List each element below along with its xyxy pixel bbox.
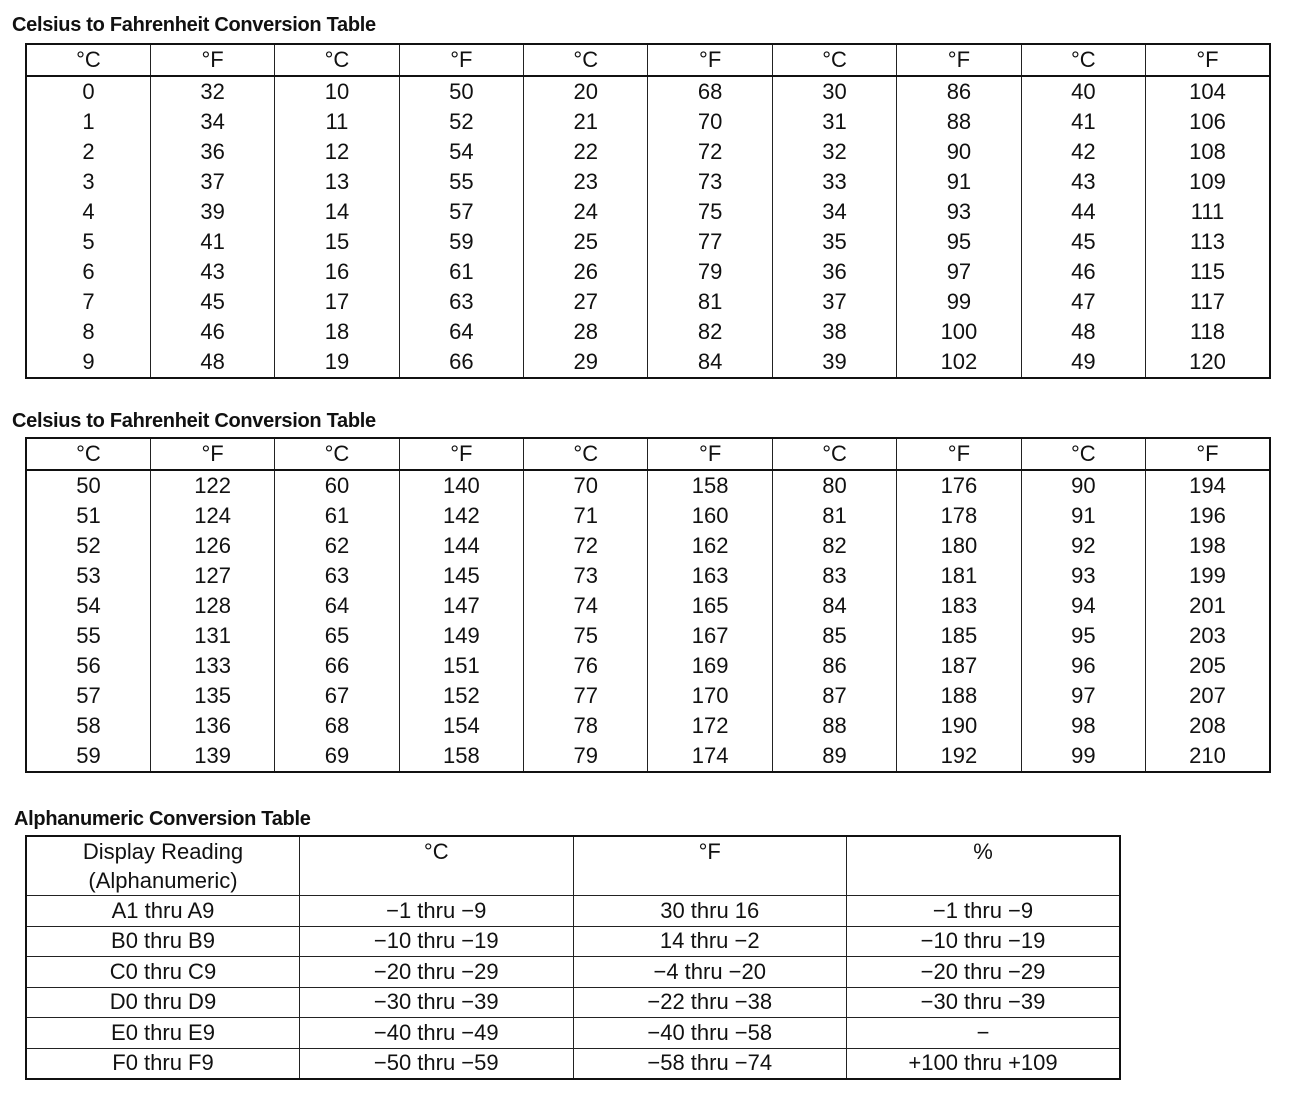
- table-cell: 99: [897, 287, 1021, 317]
- table-cell: −30 thru −39: [300, 987, 574, 1018]
- table-row: [26, 651, 1270, 681]
- table2-title: Celsius to Fahrenheit Conversion Table: [12, 410, 376, 432]
- table-cell: B0 thru B9: [26, 926, 300, 957]
- header-row: [26, 438, 1270, 470]
- table-cell: 66: [275, 651, 399, 681]
- table-cell: 136: [150, 711, 274, 741]
- header-cell: °F: [1146, 44, 1270, 76]
- table-cell: 158: [399, 741, 523, 772]
- table-cell: 88: [772, 711, 896, 741]
- table-cell: 44: [1021, 197, 1145, 227]
- table-cell: 30 thru 16: [573, 896, 847, 927]
- table-cell: 77: [524, 681, 648, 711]
- table-cell: 194: [1146, 470, 1270, 501]
- table-cell: 169: [648, 651, 772, 681]
- table-cell: 75: [524, 621, 648, 651]
- table-cell: 37: [772, 287, 896, 317]
- table-cell: 192: [897, 741, 1021, 772]
- header-percent: %: [847, 836, 1121, 896]
- table-cell: 1: [26, 107, 150, 137]
- table-cell: 40: [1021, 76, 1145, 107]
- table-cell: C0 thru C9: [26, 957, 300, 988]
- table-row: [26, 957, 1120, 988]
- table-cell: 115: [1146, 257, 1270, 287]
- table-cell: 55: [26, 621, 150, 651]
- table-cell: 126: [150, 531, 274, 561]
- table-cell: 78: [524, 711, 648, 741]
- table-cell: 93: [897, 197, 1021, 227]
- table-cell: 9: [26, 347, 150, 378]
- table-cell: 2: [26, 137, 150, 167]
- table-row: [26, 107, 1270, 137]
- header-cell: °C: [772, 44, 896, 76]
- table-cell: 54: [399, 137, 523, 167]
- table-cell: 52: [26, 531, 150, 561]
- table-cell: 151: [399, 651, 523, 681]
- table-cell: 188: [897, 681, 1021, 711]
- table-cell: 117: [1146, 287, 1270, 317]
- table-cell: 6: [26, 257, 150, 287]
- header-row: [26, 44, 1270, 76]
- table-cell: 0: [26, 76, 150, 107]
- table-cell: 152: [399, 681, 523, 711]
- table-cell: −: [847, 1018, 1121, 1049]
- table-row: [26, 317, 1270, 347]
- table-cell: 13: [275, 167, 399, 197]
- table-row: [26, 76, 1270, 107]
- table-cell: 82: [772, 531, 896, 561]
- table-row: [26, 347, 1270, 378]
- header-sublabel: (Alphanumeric): [88, 868, 238, 893]
- table-cell: −20 thru −29: [300, 957, 574, 988]
- table-cell: 142: [399, 501, 523, 531]
- table-cell: −40 thru −58: [573, 1018, 847, 1049]
- table-cell: 57: [399, 197, 523, 227]
- table-cell: 14: [275, 197, 399, 227]
- table-cell: 93: [1021, 561, 1145, 591]
- table-cell: 149: [399, 621, 523, 651]
- header-cell: °F: [150, 438, 274, 470]
- table-row: [26, 167, 1270, 197]
- table-cell: 68: [648, 76, 772, 107]
- table-cell: 113: [1146, 227, 1270, 257]
- table-cell: A1 thru A9: [26, 896, 300, 927]
- table-cell: 39: [772, 347, 896, 378]
- table-cell: 34: [772, 197, 896, 227]
- header-row: [26, 836, 1120, 896]
- table-cell: 7: [26, 287, 150, 317]
- table-cell: 65: [275, 621, 399, 651]
- table-cell: 62: [275, 531, 399, 561]
- table-row: [26, 741, 1270, 772]
- table-cell: 64: [275, 591, 399, 621]
- table-cell: 120: [1146, 347, 1270, 378]
- table-row: [26, 711, 1270, 741]
- table-cell: 55: [399, 167, 523, 197]
- header-cell: °C: [524, 438, 648, 470]
- table-cell: −10 thru −19: [300, 926, 574, 957]
- table-cell: 165: [648, 591, 772, 621]
- table-cell: 76: [524, 651, 648, 681]
- table-cell: 10: [275, 76, 399, 107]
- table-cell: 79: [648, 257, 772, 287]
- header-cell: °C: [1021, 438, 1145, 470]
- table-cell: −20 thru −29: [847, 957, 1121, 988]
- table-cell: 74: [524, 591, 648, 621]
- table-row: [26, 287, 1270, 317]
- table-cell: 174: [648, 741, 772, 772]
- table-cell: 45: [1021, 227, 1145, 257]
- table-cell: 198: [1146, 531, 1270, 561]
- table-cell: 83: [772, 561, 896, 591]
- header-cell: °F: [897, 438, 1021, 470]
- table-cell: 28: [524, 317, 648, 347]
- table-cell: 180: [897, 531, 1021, 561]
- table-cell: 72: [648, 137, 772, 167]
- table-cell: 48: [150, 347, 274, 378]
- table-cell: 73: [648, 167, 772, 197]
- table-cell: 81: [648, 287, 772, 317]
- table-cell: 100: [897, 317, 1021, 347]
- table-row: [26, 621, 1270, 651]
- table-cell: 67: [275, 681, 399, 711]
- table-cell: F0 thru F9: [26, 1048, 300, 1079]
- table-cell: 21: [524, 107, 648, 137]
- table-cell: 56: [26, 651, 150, 681]
- table-cell: 47: [1021, 287, 1145, 317]
- table-cell: 97: [897, 257, 1021, 287]
- table-cell: 61: [399, 257, 523, 287]
- header-fahrenheit: °F: [573, 836, 847, 896]
- table-cell: 79: [524, 741, 648, 772]
- table-cell: 124: [150, 501, 274, 531]
- table-cell: 77: [648, 227, 772, 257]
- table-cell: 20: [524, 76, 648, 107]
- table-cell: 201: [1146, 591, 1270, 621]
- table-cell: 16: [275, 257, 399, 287]
- table-cell: 51: [26, 501, 150, 531]
- table-cell: 80: [772, 470, 896, 501]
- table-cell: 106: [1146, 107, 1270, 137]
- table-cell: 15: [275, 227, 399, 257]
- table-cell: 12: [275, 137, 399, 167]
- table-cell: 140: [399, 470, 523, 501]
- header-display-reading: [26, 836, 300, 896]
- table-cell: 8: [26, 317, 150, 347]
- table-cell: 32: [772, 137, 896, 167]
- table-cell: 91: [1021, 501, 1145, 531]
- table-cell: 145: [399, 561, 523, 591]
- table-cell: +100 thru +109: [847, 1048, 1121, 1079]
- table-cell: 163: [648, 561, 772, 591]
- table-cell: 203: [1146, 621, 1270, 651]
- table-row: [26, 501, 1270, 531]
- table-cell: 43: [1021, 167, 1145, 197]
- table-cell: −4 thru −20: [573, 957, 847, 988]
- table-cell: 60: [275, 470, 399, 501]
- table-cell: 27: [524, 287, 648, 317]
- table-cell: 154: [399, 711, 523, 741]
- table-cell: 38: [772, 317, 896, 347]
- table-cell: 18: [275, 317, 399, 347]
- table-cell: 147: [399, 591, 523, 621]
- table-cell: 118: [1146, 317, 1270, 347]
- header-cell: °F: [1146, 438, 1270, 470]
- table-cell: 49: [1021, 347, 1145, 378]
- table-row: [26, 926, 1120, 957]
- table-cell: 108: [1146, 137, 1270, 167]
- table-cell: 4: [26, 197, 150, 227]
- table-cell: 37: [150, 167, 274, 197]
- table-cell: 196: [1146, 501, 1270, 531]
- table-cell: 43: [150, 257, 274, 287]
- table-cell: 45: [150, 287, 274, 317]
- table3-title: Alphanumeric Conversion Table: [14, 808, 311, 830]
- header-cell: °F: [399, 44, 523, 76]
- table-cell: −30 thru −39: [847, 987, 1121, 1018]
- table-cell: 122: [150, 470, 274, 501]
- table-cell: 32: [150, 76, 274, 107]
- table-cell: 33: [772, 167, 896, 197]
- header-cell: °F: [150, 44, 274, 76]
- table-cell: 59: [26, 741, 150, 772]
- celsius-fahrenheit-table-2: [25, 437, 1271, 773]
- table-cell: 162: [648, 531, 772, 561]
- table-cell: 176: [897, 470, 1021, 501]
- table-cell: 31: [772, 107, 896, 137]
- table-cell: 68: [275, 711, 399, 741]
- table-cell: 52: [399, 107, 523, 137]
- table-cell: 64: [399, 317, 523, 347]
- table-row: [26, 896, 1120, 927]
- table-cell: 190: [897, 711, 1021, 741]
- table-cell: 167: [648, 621, 772, 651]
- table-cell: 207: [1146, 681, 1270, 711]
- table-row: [26, 561, 1270, 591]
- table-row: [26, 987, 1120, 1018]
- table-cell: −50 thru −59: [300, 1048, 574, 1079]
- table-cell: 30: [772, 76, 896, 107]
- table-row: [26, 1018, 1120, 1049]
- table-cell: 59: [399, 227, 523, 257]
- header-cell: °F: [897, 44, 1021, 76]
- table-cell: −40 thru −49: [300, 1018, 574, 1049]
- table-cell: 94: [1021, 591, 1145, 621]
- table-row: [26, 227, 1270, 257]
- table-cell: 72: [524, 531, 648, 561]
- table-cell: 11: [275, 107, 399, 137]
- table-cell: 98: [1021, 711, 1145, 741]
- table-cell: 97: [1021, 681, 1145, 711]
- table-cell: 5: [26, 227, 150, 257]
- table-cell: 24: [524, 197, 648, 227]
- table-row: [26, 137, 1270, 167]
- table-cell: 73: [524, 561, 648, 591]
- table-cell: 109: [1146, 167, 1270, 197]
- header-cell: °C: [26, 438, 150, 470]
- table-cell: 158: [648, 470, 772, 501]
- table-cell: 95: [1021, 621, 1145, 651]
- table-cell: 14 thru −2: [573, 926, 847, 957]
- celsius-fahrenheit-table-1: [25, 43, 1271, 379]
- table-row: [26, 531, 1270, 561]
- header-cell: °C: [275, 438, 399, 470]
- table-cell: 181: [897, 561, 1021, 591]
- table-cell: 36: [772, 257, 896, 287]
- table-cell: 172: [648, 711, 772, 741]
- header-cell: °C: [772, 438, 896, 470]
- table-cell: 46: [150, 317, 274, 347]
- table-cell: 99: [1021, 741, 1145, 772]
- table-cell: 95: [897, 227, 1021, 257]
- table-cell: 3: [26, 167, 150, 197]
- table-cell: 66: [399, 347, 523, 378]
- table-cell: 111: [1146, 197, 1270, 227]
- table-cell: 26: [524, 257, 648, 287]
- table-cell: 61: [275, 501, 399, 531]
- table-row: [26, 591, 1270, 621]
- table-cell: 63: [399, 287, 523, 317]
- header-cell: °F: [648, 438, 772, 470]
- table-cell: 46: [1021, 257, 1145, 287]
- table-row: [26, 470, 1270, 501]
- table-cell: 92: [1021, 531, 1145, 561]
- table-cell: 36: [150, 137, 274, 167]
- table-cell: 58: [26, 711, 150, 741]
- table-row: [26, 681, 1270, 711]
- table-cell: 57: [26, 681, 150, 711]
- table-cell: 17: [275, 287, 399, 317]
- table-cell: 139: [150, 741, 274, 772]
- table-cell: 170: [648, 681, 772, 711]
- header-cell: °F: [648, 44, 772, 76]
- table-row: [26, 197, 1270, 227]
- table-cell: 70: [524, 470, 648, 501]
- table-cell: 183: [897, 591, 1021, 621]
- table-cell: 29: [524, 347, 648, 378]
- header-label: Display Reading: [82, 839, 244, 864]
- table-cell: 41: [150, 227, 274, 257]
- table-cell: 41: [1021, 107, 1145, 137]
- table-cell: 91: [897, 167, 1021, 197]
- table1-title: Celsius to Fahrenheit Conversion Table: [12, 14, 376, 36]
- header-cell: °C: [26, 44, 150, 76]
- header-cell: °F: [399, 438, 523, 470]
- table-cell: 69: [275, 741, 399, 772]
- alphanumeric-conversion-table: [25, 835, 1121, 1080]
- table-cell: 50: [399, 76, 523, 107]
- header-cell: °C: [275, 44, 399, 76]
- table-cell: 63: [275, 561, 399, 591]
- table-cell: 187: [897, 651, 1021, 681]
- table-cell: 34: [150, 107, 274, 137]
- table-cell: 50: [26, 470, 150, 501]
- table-cell: 96: [1021, 651, 1145, 681]
- table-cell: E0 thru E9: [26, 1018, 300, 1049]
- table-cell: 25: [524, 227, 648, 257]
- table-cell: 42: [1021, 137, 1145, 167]
- table-cell: 48: [1021, 317, 1145, 347]
- table-cell: 82: [648, 317, 772, 347]
- table-row: [26, 1048, 1120, 1079]
- table-cell: 185: [897, 621, 1021, 651]
- table-cell: 160: [648, 501, 772, 531]
- table-cell: 35: [772, 227, 896, 257]
- table-cell: 104: [1146, 76, 1270, 107]
- table-cell: 135: [150, 681, 274, 711]
- table-cell: 19: [275, 347, 399, 378]
- table-cell: 87: [772, 681, 896, 711]
- table-cell: 90: [897, 137, 1021, 167]
- table-cell: 128: [150, 591, 274, 621]
- table-cell: −1 thru −9: [300, 896, 574, 927]
- table-cell: 88: [897, 107, 1021, 137]
- table-cell: 127: [150, 561, 274, 591]
- header-cell: °C: [524, 44, 648, 76]
- header-celsius: °C: [300, 836, 574, 896]
- table-cell: 85: [772, 621, 896, 651]
- table-cell: −58 thru −74: [573, 1048, 847, 1079]
- table-cell: 84: [648, 347, 772, 378]
- table-cell: 75: [648, 197, 772, 227]
- table-cell: D0 thru D9: [26, 987, 300, 1018]
- table-cell: 178: [897, 501, 1021, 531]
- table-cell: 22: [524, 137, 648, 167]
- table-cell: 53: [26, 561, 150, 591]
- table-cell: −22 thru −38: [573, 987, 847, 1018]
- table-cell: 81: [772, 501, 896, 531]
- table-cell: 54: [26, 591, 150, 621]
- table-cell: 144: [399, 531, 523, 561]
- table-cell: 90: [1021, 470, 1145, 501]
- table-cell: 39: [150, 197, 274, 227]
- table-cell: 205: [1146, 651, 1270, 681]
- table-cell: 133: [150, 651, 274, 681]
- table-cell: 84: [772, 591, 896, 621]
- table-cell: 70: [648, 107, 772, 137]
- table-cell: 23: [524, 167, 648, 197]
- table-row: [26, 257, 1270, 287]
- table-cell: 208: [1146, 711, 1270, 741]
- table-cell: −10 thru −19: [847, 926, 1121, 957]
- table-cell: 102: [897, 347, 1021, 378]
- table-cell: 210: [1146, 741, 1270, 772]
- table-cell: 86: [897, 76, 1021, 107]
- table-cell: 86: [772, 651, 896, 681]
- table-cell: 131: [150, 621, 274, 651]
- table-cell: 89: [772, 741, 896, 772]
- header-cell: °C: [1021, 44, 1145, 76]
- table-cell: 199: [1146, 561, 1270, 591]
- table-cell: 71: [524, 501, 648, 531]
- table-cell: −1 thru −9: [847, 896, 1121, 927]
